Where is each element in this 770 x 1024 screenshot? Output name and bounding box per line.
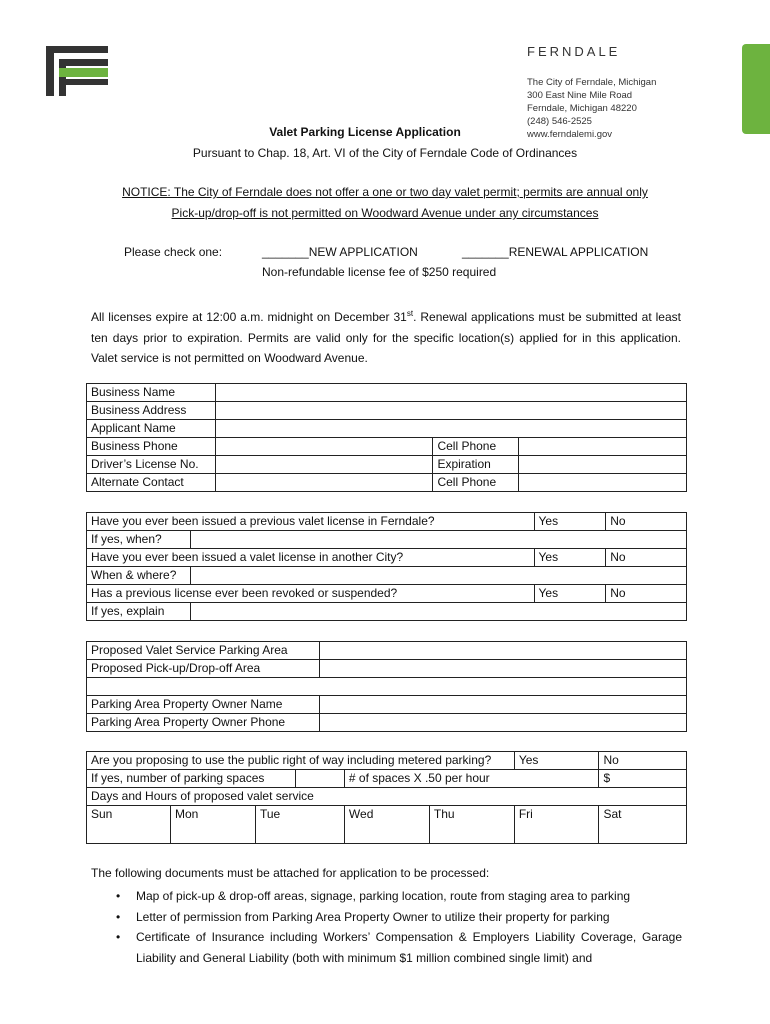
q2-no-option[interactable]: No	[606, 549, 687, 567]
new-application-option[interactable]: _______NEW APPLICATION	[262, 245, 418, 259]
parking-area-table	[86, 641, 687, 732]
spaces-rate-label: # of spaces X .50 per hour	[344, 770, 599, 788]
documents-list	[116, 886, 682, 968]
cell-phone-field[interactable]	[519, 438, 687, 456]
list-item: • Map of pick-up & drop-off areas, signage, parking location, route from staging area to parking	[116, 886, 682, 907]
green-side-tab	[742, 44, 770, 134]
day-mon[interactable]: Mon	[170, 806, 255, 844]
check-one-label: Please check one:	[124, 245, 223, 259]
owner-name-label: Parking Area Property Owner Name	[87, 696, 320, 714]
alternate-cell-phone-field[interactable]	[519, 474, 687, 492]
business-address-field[interactable]	[215, 402, 686, 420]
alternate-contact-field[interactable]	[215, 474, 432, 492]
address-line: (248) 546-2525	[527, 116, 592, 127]
service-area-field[interactable]	[319, 642, 686, 660]
q1-when-label: If yes, when?	[87, 531, 191, 549]
business-phone-field[interactable]	[215, 438, 432, 456]
owner-name-field[interactable]	[319, 696, 686, 714]
drivers-license-field[interactable]	[215, 456, 432, 474]
q2-where-field[interactable]	[190, 567, 686, 585]
owner-phone-label: Parking Area Property Owner Phone	[87, 714, 320, 732]
applicant-name-label: Applicant Name	[87, 420, 216, 438]
alternate-contact-label: Alternate Contact	[87, 474, 216, 492]
address-line: Ferndale, Michigan 48220	[527, 103, 637, 114]
business-info-table	[86, 383, 687, 492]
address-line: 300 East Nine Mile Road	[527, 90, 633, 101]
page-title: Valet Parking License Application	[269, 125, 461, 139]
q1-when-field[interactable]	[190, 531, 686, 549]
fee-note: Non-refundable license fee of $250 required	[262, 265, 497, 279]
expiration-sup: st	[406, 309, 414, 318]
row-yes-option[interactable]: Yes	[514, 752, 599, 770]
brand-name: FERNDALE	[527, 44, 621, 59]
list-item: • Certificate of Insurance including Workers’ Compensation & Employers Liability Coverage, Garage Liability and General Liability (both with minimum $1 million combined single limit) and	[116, 927, 682, 968]
q2-yes-option[interactable]: Yes	[534, 549, 606, 567]
day-tue[interactable]: Tue	[255, 806, 344, 844]
license-history-table	[86, 512, 687, 621]
notice-line-1: NOTICE: The City of Ferndale does not offer a one or two day valet permit; permits are annual only	[122, 185, 648, 199]
notice-line-2: Pick-up/drop-off is not permitted on Woodward Avenue under any circumstances	[171, 206, 599, 220]
address-line: The City of Ferndale, Michigan	[527, 77, 657, 88]
expiration-text-2: . Renewal applications must be submitted at least ten days prior to expiration. Permits are valid only for the specific location(s) applied for in this application. Valet service is not permitted on Woodward Avenue.	[91, 310, 681, 365]
expiration-label: Expiration	[433, 456, 519, 474]
parking-spaces-label: If yes, number of parking spaces	[87, 770, 296, 788]
q3-explain-label: If yes, explain	[87, 603, 191, 621]
expiration-field[interactable]	[519, 456, 687, 474]
days-hours-label: Days and Hours of proposed valet service	[87, 788, 687, 806]
business-phone-label: Business Phone	[87, 438, 216, 456]
q2-where-label: When & where?	[87, 567, 191, 585]
parking-spaces-field[interactable]	[295, 770, 344, 788]
right-of-way-table	[86, 751, 687, 844]
row-no-option[interactable]: No	[599, 752, 687, 770]
day-wed[interactable]: Wed	[344, 806, 429, 844]
drivers-license-label: Driver’s License No.	[87, 456, 216, 474]
right-of-way-question: Are you proposing to use the public right of way including metered parking?	[87, 752, 515, 770]
q1-no-option[interactable]: No	[606, 513, 687, 531]
pickup-area-field[interactable]	[319, 660, 686, 678]
renewal-application-option[interactable]: _______RENEWAL APPLICATION	[462, 245, 649, 259]
q3-revoked: Has a previous license ever been revoked or suspended?	[87, 585, 535, 603]
applicant-name-field[interactable]	[215, 420, 686, 438]
address-line: www.ferndalemi.gov	[527, 129, 613, 140]
total-dollar-field[interactable]: $	[599, 770, 687, 788]
expiration-text-1: All licenses expire at 12:00 a.m. midnight on December 31	[91, 310, 407, 324]
owner-phone-field[interactable]	[319, 714, 686, 732]
business-address-label: Business Address	[87, 402, 216, 420]
pickup-area-label: Proposed Pick-up/Drop-off Area	[87, 660, 320, 678]
blank-row[interactable]	[87, 678, 687, 696]
q1-ferndale-license: Have you ever been issued a previous valet license in Ferndale?	[87, 513, 535, 531]
alternate-cell-phone-label: Cell Phone	[433, 474, 519, 492]
business-name-label: Business Name	[87, 384, 216, 402]
service-area-label: Proposed Valet Service Parking Area	[87, 642, 320, 660]
q3-yes-option[interactable]: Yes	[534, 585, 606, 603]
q3-explain-field[interactable]	[190, 603, 686, 621]
page-subtitle: Pursuant to Chap. 18, Art. VI of the City of Ferndale Code of Ordinances	[192, 146, 578, 160]
cell-phone-label: Cell Phone	[433, 438, 519, 456]
day-thu[interactable]: Thu	[429, 806, 514, 844]
documents-intro: The following documents must be attached for application to be processed:	[91, 866, 490, 880]
day-fri[interactable]: Fri	[514, 806, 599, 844]
q2-other-city-license: Have you ever been issued a valet license in another City?	[87, 549, 535, 567]
day-sun[interactable]: Sun	[87, 806, 171, 844]
ferndale-logo-icon	[44, 46, 110, 96]
expiration-paragraph	[91, 304, 681, 369]
q3-no-option[interactable]: No	[606, 585, 687, 603]
q1-yes-option[interactable]: Yes	[534, 513, 606, 531]
list-item: • Letter of permission from Parking Area Property Owner to utilize their property for parking	[116, 907, 682, 928]
day-sat[interactable]: Sat	[599, 806, 687, 844]
business-name-field[interactable]	[215, 384, 686, 402]
